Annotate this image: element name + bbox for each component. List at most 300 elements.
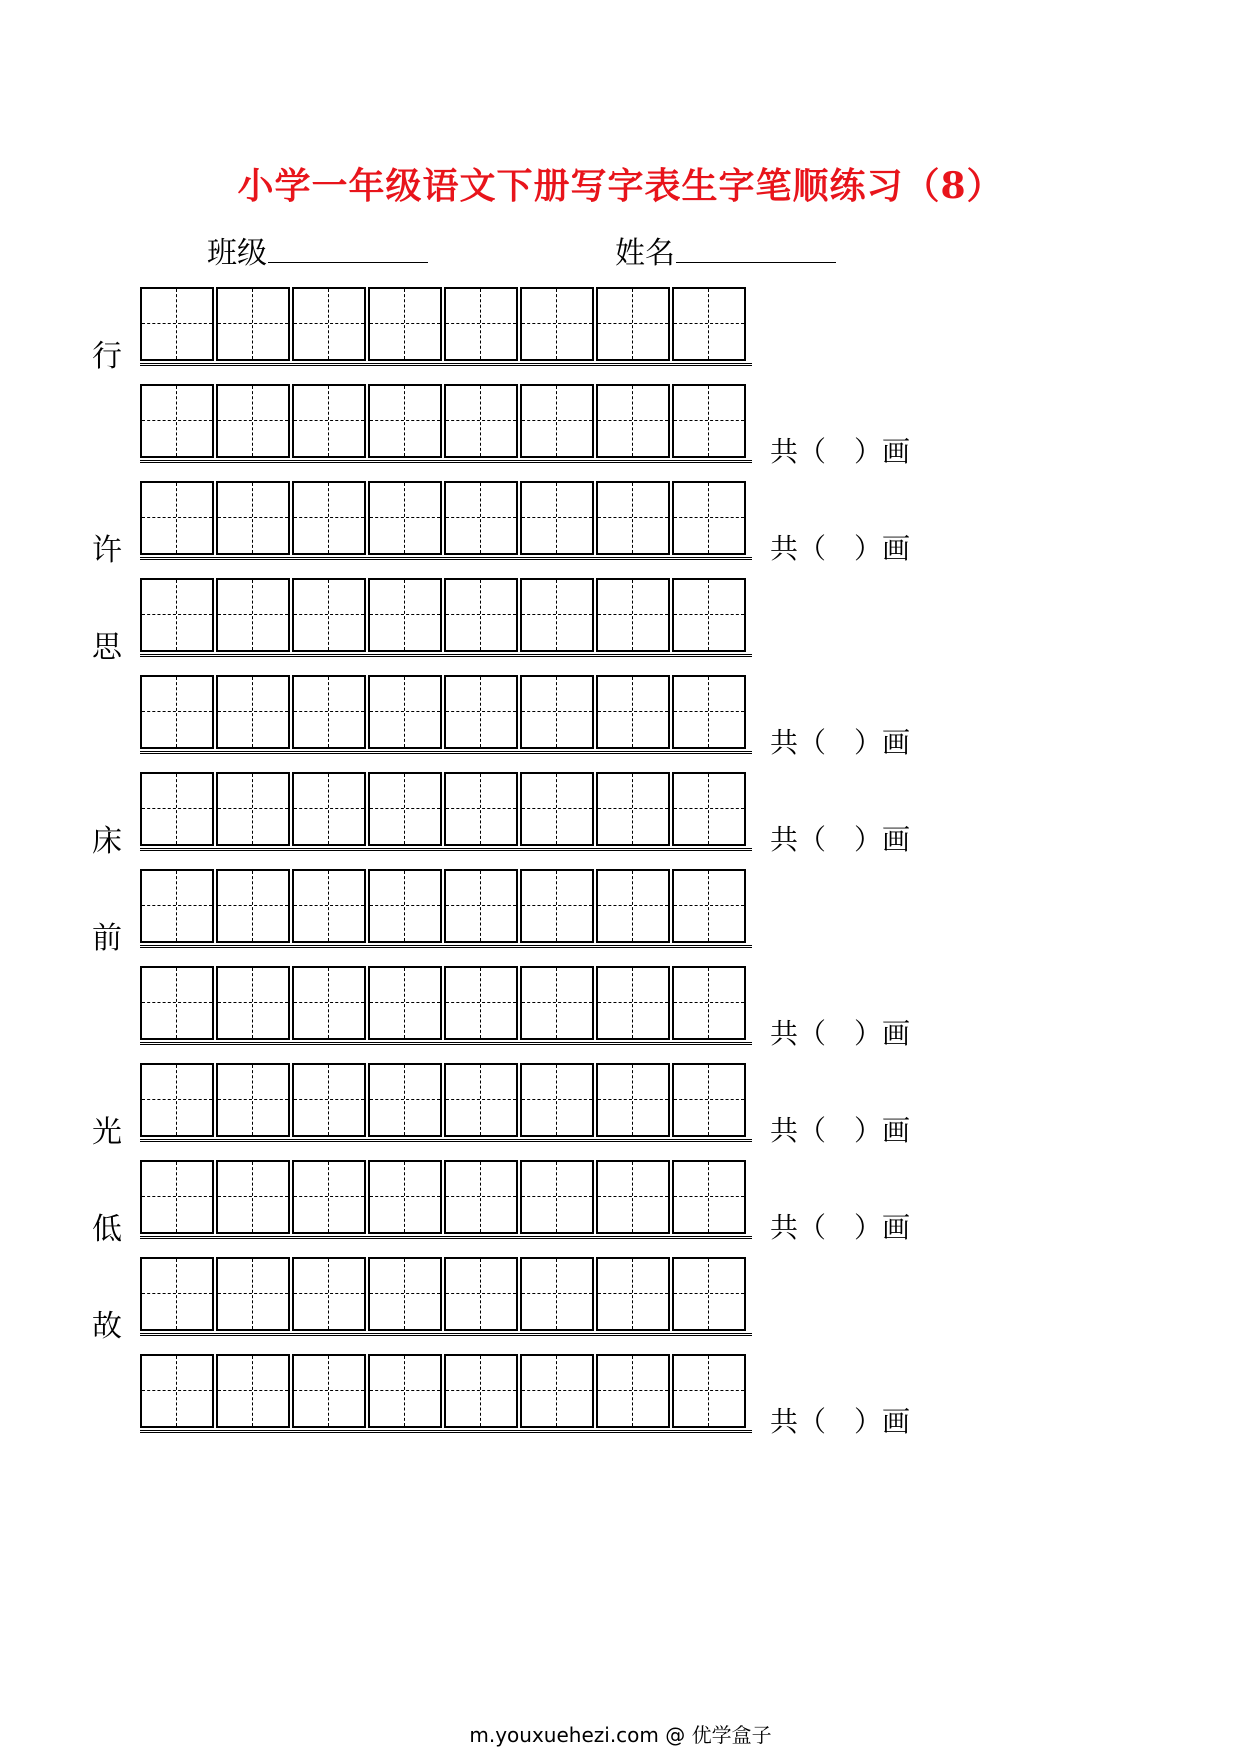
practice-row (140, 1257, 752, 1336)
cell-guide-horizontal (674, 1293, 744, 1294)
cell-guide-horizontal (370, 1390, 440, 1391)
writing-cell[interactable] (368, 578, 442, 652)
cell-guide-vertical (252, 968, 253, 1038)
writing-cell[interactable] (444, 1063, 518, 1137)
cell-guide-vertical (480, 774, 481, 844)
writing-cell[interactable] (368, 1354, 442, 1428)
cell-guide-vertical (176, 580, 177, 650)
practice-row (140, 869, 752, 948)
cell-guide-vertical (328, 871, 329, 941)
cell-guide-vertical (404, 1162, 405, 1232)
writing-cell[interactable] (444, 675, 518, 749)
cell-guide-vertical (480, 1162, 481, 1232)
cell-guide-vertical (176, 677, 177, 747)
writing-cell[interactable] (368, 1257, 442, 1331)
footer-text: m.youxuehezi.com @ 优学盒子 (469, 1723, 772, 1747)
writing-cell[interactable] (140, 966, 214, 1040)
cell-guide-horizontal (446, 1002, 516, 1003)
cell-guide-vertical (404, 483, 405, 553)
cell-guide-horizontal (674, 1390, 744, 1391)
cell-guide-horizontal (598, 1293, 668, 1294)
cell-guide-vertical (404, 1065, 405, 1135)
writing-cell[interactable] (292, 1160, 366, 1234)
cell-guide-horizontal (218, 420, 288, 421)
writing-cell[interactable] (596, 1354, 670, 1428)
cell-guide-vertical (556, 1065, 557, 1135)
practice-row (140, 481, 752, 560)
writing-cell[interactable] (444, 1160, 518, 1234)
cell-guide-vertical (556, 386, 557, 456)
writing-cell[interactable] (140, 772, 214, 846)
writing-cell[interactable] (216, 966, 290, 1040)
practice-row (140, 578, 752, 657)
cell-guide-vertical (708, 871, 709, 941)
cell-guide-vertical (176, 871, 177, 941)
cell-guide-horizontal (446, 323, 516, 324)
writing-cell[interactable] (216, 1354, 290, 1428)
cell-guide-horizontal (370, 1002, 440, 1003)
writing-cell[interactable] (216, 772, 290, 846)
cell-guide-horizontal (370, 808, 440, 809)
cell-guide-vertical (708, 1065, 709, 1135)
cell-guide-vertical (632, 386, 633, 456)
cell-guide-horizontal (218, 1196, 288, 1197)
cell-guide-horizontal (294, 517, 364, 518)
writing-cell[interactable] (292, 1063, 366, 1137)
writing-cell[interactable] (140, 384, 214, 458)
stroke-count-label: 共（ ）画 (770, 532, 911, 565)
writing-cell[interactable] (368, 675, 442, 749)
writing-cell[interactable] (596, 287, 670, 361)
cell-guide-horizontal (446, 905, 516, 906)
writing-cell[interactable] (444, 481, 518, 555)
writing-cell[interactable] (216, 1160, 290, 1234)
cell-guide-horizontal (446, 1390, 516, 1391)
writing-cell[interactable] (292, 869, 366, 943)
cell-guide-vertical (708, 1356, 709, 1426)
cell-guide-vertical (632, 483, 633, 553)
cell-guide-vertical (632, 1259, 633, 1329)
writing-cell[interactable] (292, 287, 366, 361)
cell-guide-horizontal (446, 1099, 516, 1100)
practice-row (140, 772, 752, 851)
writing-cell[interactable] (596, 675, 670, 749)
cell-guide-horizontal (218, 905, 288, 906)
writing-cell[interactable] (216, 578, 290, 652)
writing-cell[interactable] (672, 675, 746, 749)
writing-cell[interactable] (368, 1063, 442, 1137)
cell-guide-vertical (404, 774, 405, 844)
cell-guide-vertical (708, 386, 709, 456)
cell-guide-horizontal (598, 1390, 668, 1391)
cell-guide-horizontal (218, 323, 288, 324)
cell-guide-vertical (632, 1162, 633, 1232)
cell-guide-horizontal (598, 323, 668, 324)
writing-cell[interactable] (520, 384, 594, 458)
writing-cell[interactable] (596, 1063, 670, 1137)
cell-guide-vertical (404, 1259, 405, 1329)
cell-guide-vertical (480, 289, 481, 359)
cell-guide-vertical (252, 871, 253, 941)
cell-guide-horizontal (142, 1099, 212, 1100)
writing-cell[interactable] (140, 1354, 214, 1428)
cell-guide-vertical (404, 968, 405, 1038)
writing-cell[interactable] (520, 1160, 594, 1234)
writing-cell[interactable] (520, 772, 594, 846)
cell-guide-horizontal (598, 614, 668, 615)
cell-guide-vertical (252, 1356, 253, 1426)
cell-guide-vertical (556, 774, 557, 844)
cell-guide-horizontal (142, 323, 212, 324)
cell-guide-vertical (176, 483, 177, 553)
cell-guide-horizontal (598, 517, 668, 518)
cell-guide-vertical (404, 386, 405, 456)
cell-guide-vertical (708, 289, 709, 359)
writing-cell[interactable] (140, 675, 214, 749)
cell-guide-horizontal (598, 1002, 668, 1003)
class-field[interactable] (268, 262, 428, 263)
cell-guide-vertical (632, 968, 633, 1038)
cell-guide-horizontal (522, 1293, 592, 1294)
cell-guide-vertical (328, 580, 329, 650)
writing-cell[interactable] (368, 772, 442, 846)
writing-cell[interactable] (292, 578, 366, 652)
practice-character: 故 (92, 1309, 122, 1344)
cell-guide-horizontal (370, 1293, 440, 1294)
writing-cell[interactable] (672, 578, 746, 652)
practice-row (140, 1160, 752, 1239)
writing-cell[interactable] (140, 481, 214, 555)
cell-guide-horizontal (446, 1293, 516, 1294)
writing-cell[interactable] (444, 1354, 518, 1428)
stroke-count-label: 共（ ）画 (770, 823, 911, 856)
cell-guide-vertical (252, 677, 253, 747)
writing-cell[interactable] (444, 287, 518, 361)
cell-guide-horizontal (674, 1002, 744, 1003)
writing-cell[interactable] (216, 675, 290, 749)
cell-guide-horizontal (674, 420, 744, 421)
practice-character: 光 (92, 1115, 122, 1150)
cell-guide-vertical (708, 774, 709, 844)
writing-cell[interactable] (140, 1257, 214, 1331)
cell-guide-horizontal (142, 905, 212, 906)
writing-cell[interactable] (520, 869, 594, 943)
cell-guide-vertical (632, 774, 633, 844)
writing-cell[interactable] (672, 1063, 746, 1137)
writing-cell[interactable] (216, 384, 290, 458)
writing-cell[interactable] (444, 869, 518, 943)
writing-cell[interactable] (216, 1063, 290, 1137)
cell-guide-horizontal (142, 808, 212, 809)
cell-guide-horizontal (142, 1293, 212, 1294)
stroke-count-label: 共（ ）画 (770, 1017, 911, 1050)
cell-guide-horizontal (446, 711, 516, 712)
writing-cell[interactable] (216, 481, 290, 555)
cell-guide-vertical (556, 1162, 557, 1232)
writing-cell[interactable] (520, 966, 594, 1040)
writing-cell[interactable] (596, 966, 670, 1040)
cell-guide-horizontal (294, 420, 364, 421)
writing-cell[interactable] (216, 287, 290, 361)
writing-cell[interactable] (140, 869, 214, 943)
cell-guide-vertical (404, 289, 405, 359)
cell-guide-vertical (328, 1259, 329, 1329)
name-label: 姓名 (615, 236, 675, 271)
writing-cell[interactable] (520, 578, 594, 652)
cell-guide-horizontal (446, 808, 516, 809)
cell-guide-horizontal (674, 517, 744, 518)
writing-cell[interactable] (520, 1354, 594, 1428)
cell-guide-vertical (252, 774, 253, 844)
cell-guide-vertical (480, 483, 481, 553)
writing-cell[interactable] (672, 1257, 746, 1331)
cell-guide-vertical (632, 1065, 633, 1135)
practice-row (140, 287, 752, 366)
writing-cell[interactable] (444, 772, 518, 846)
cell-guide-horizontal (370, 323, 440, 324)
cell-guide-vertical (480, 1356, 481, 1426)
practice-character: 前 (92, 921, 122, 956)
writing-cell[interactable] (672, 772, 746, 846)
cell-guide-horizontal (522, 614, 592, 615)
writing-cell[interactable] (292, 1354, 366, 1428)
cell-guide-horizontal (522, 808, 592, 809)
writing-cell[interactable] (444, 1257, 518, 1331)
stroke-count-label: 共（ ）画 (770, 435, 911, 468)
cell-guide-horizontal (598, 1196, 668, 1197)
stroke-count-label: 共（ ）画 (770, 1211, 911, 1244)
cell-guide-horizontal (142, 1196, 212, 1197)
cell-guide-vertical (328, 1162, 329, 1232)
cell-guide-vertical (176, 1259, 177, 1329)
writing-cell[interactable] (520, 287, 594, 361)
cell-guide-horizontal (218, 1293, 288, 1294)
writing-cell[interactable] (292, 1257, 366, 1331)
cell-guide-horizontal (370, 614, 440, 615)
cell-guide-vertical (328, 289, 329, 359)
writing-cell[interactable] (520, 481, 594, 555)
cell-guide-vertical (252, 483, 253, 553)
cell-guide-vertical (328, 483, 329, 553)
stroke-count-label: 共（ ）画 (770, 1405, 911, 1438)
writing-cell[interactable] (368, 1160, 442, 1234)
cell-guide-vertical (708, 483, 709, 553)
cell-guide-vertical (176, 774, 177, 844)
writing-cell[interactable] (596, 772, 670, 846)
writing-cell[interactable] (368, 481, 442, 555)
cell-guide-horizontal (294, 1196, 364, 1197)
practice-row (140, 675, 752, 754)
name-field[interactable] (676, 262, 836, 263)
cell-guide-vertical (176, 1162, 177, 1232)
class-label: 班级 (207, 236, 267, 271)
cell-guide-vertical (556, 677, 557, 747)
stroke-count-label: 共（ ）画 (770, 726, 911, 759)
writing-cell[interactable] (596, 384, 670, 458)
cell-guide-vertical (252, 386, 253, 456)
cell-guide-horizontal (142, 1002, 212, 1003)
cell-guide-horizontal (598, 808, 668, 809)
cell-guide-horizontal (446, 420, 516, 421)
cell-guide-horizontal (370, 905, 440, 906)
cell-guide-horizontal (598, 420, 668, 421)
cell-guide-vertical (556, 289, 557, 359)
cell-guide-vertical (252, 1162, 253, 1232)
cell-guide-horizontal (446, 517, 516, 518)
writing-cell[interactable] (444, 384, 518, 458)
cell-guide-horizontal (142, 1390, 212, 1391)
writing-cell[interactable] (444, 578, 518, 652)
cell-guide-horizontal (522, 323, 592, 324)
writing-cell[interactable] (292, 675, 366, 749)
cell-guide-vertical (480, 386, 481, 456)
writing-cell[interactable] (368, 384, 442, 458)
practice-character: 行 (92, 339, 122, 374)
cell-guide-horizontal (522, 1196, 592, 1197)
practice-row (140, 384, 752, 463)
writing-cell[interactable] (292, 384, 366, 458)
practice-row (140, 966, 752, 1045)
cell-guide-horizontal (522, 1390, 592, 1391)
practice-character: 床 (92, 824, 122, 859)
writing-cell[interactable] (520, 675, 594, 749)
cell-guide-vertical (480, 1259, 481, 1329)
writing-cell[interactable] (596, 1160, 670, 1234)
writing-cell[interactable] (672, 966, 746, 1040)
writing-cell[interactable] (140, 578, 214, 652)
cell-guide-vertical (176, 968, 177, 1038)
practice-character: 许 (92, 533, 122, 568)
cell-guide-horizontal (522, 1099, 592, 1100)
practice-row (140, 1354, 752, 1433)
cell-guide-vertical (632, 677, 633, 747)
cell-guide-vertical (556, 1356, 557, 1426)
cell-guide-horizontal (294, 1293, 364, 1294)
cell-guide-vertical (556, 483, 557, 553)
cell-guide-horizontal (446, 614, 516, 615)
cell-guide-horizontal (294, 905, 364, 906)
cell-guide-vertical (480, 580, 481, 650)
cell-guide-horizontal (294, 711, 364, 712)
writing-cell[interactable] (672, 481, 746, 555)
cell-guide-vertical (632, 580, 633, 650)
writing-cell[interactable] (672, 384, 746, 458)
cell-guide-horizontal (294, 1002, 364, 1003)
cell-guide-vertical (404, 871, 405, 941)
cell-guide-vertical (480, 968, 481, 1038)
cell-guide-vertical (708, 580, 709, 650)
cell-guide-vertical (404, 580, 405, 650)
writing-cell[interactable] (216, 869, 290, 943)
writing-cell[interactable] (216, 1257, 290, 1331)
writing-cell[interactable] (596, 481, 670, 555)
writing-cell[interactable] (292, 481, 366, 555)
cell-guide-vertical (708, 968, 709, 1038)
writing-cell[interactable] (368, 287, 442, 361)
writing-cell[interactable] (672, 869, 746, 943)
cell-guide-horizontal (522, 711, 592, 712)
writing-cell[interactable] (596, 869, 670, 943)
cell-guide-horizontal (674, 614, 744, 615)
writing-cell[interactable] (596, 578, 670, 652)
writing-cell[interactable] (596, 1257, 670, 1331)
cell-guide-horizontal (674, 711, 744, 712)
cell-guide-horizontal (522, 1002, 592, 1003)
cell-guide-horizontal (674, 1099, 744, 1100)
writing-cell[interactable] (140, 287, 214, 361)
practice-row (140, 1063, 752, 1142)
cell-guide-horizontal (598, 1099, 668, 1100)
cell-guide-horizontal (218, 1099, 288, 1100)
cell-guide-horizontal (218, 1390, 288, 1391)
cell-guide-vertical (404, 677, 405, 747)
writing-cell[interactable] (520, 1063, 594, 1137)
cell-guide-horizontal (446, 1196, 516, 1197)
cell-guide-horizontal (218, 711, 288, 712)
cell-guide-horizontal (218, 614, 288, 615)
cell-guide-vertical (252, 1259, 253, 1329)
cell-guide-vertical (708, 1162, 709, 1232)
writing-cell[interactable] (672, 1160, 746, 1234)
cell-guide-horizontal (370, 1196, 440, 1197)
cell-guide-vertical (556, 871, 557, 941)
cell-guide-horizontal (294, 808, 364, 809)
page-title: 小学一年级语文下册写字表生字笔顺练习（8） (237, 165, 1004, 207)
cell-guide-vertical (328, 386, 329, 456)
writing-cell[interactable] (672, 1354, 746, 1428)
writing-cell[interactable] (368, 869, 442, 943)
cell-guide-vertical (252, 580, 253, 650)
cell-guide-horizontal (674, 323, 744, 324)
stroke-count-label: 共（ ）画 (770, 1114, 911, 1147)
cell-guide-horizontal (370, 517, 440, 518)
cell-guide-horizontal (522, 517, 592, 518)
cell-guide-horizontal (674, 905, 744, 906)
cell-guide-vertical (556, 580, 557, 650)
cell-guide-vertical (708, 677, 709, 747)
cell-guide-horizontal (370, 711, 440, 712)
writing-cell[interactable] (292, 772, 366, 846)
cell-guide-vertical (328, 677, 329, 747)
writing-cell[interactable] (444, 966, 518, 1040)
cell-guide-vertical (328, 1065, 329, 1135)
writing-cell[interactable] (292, 966, 366, 1040)
cell-guide-vertical (480, 1065, 481, 1135)
practice-character: 低 (92, 1212, 122, 1247)
cell-guide-horizontal (218, 517, 288, 518)
cell-guide-horizontal (598, 905, 668, 906)
writing-cell[interactable] (520, 1257, 594, 1331)
cell-guide-vertical (632, 871, 633, 941)
writing-cell[interactable] (140, 1160, 214, 1234)
cell-guide-vertical (252, 289, 253, 359)
cell-guide-horizontal (218, 808, 288, 809)
cell-guide-horizontal (294, 614, 364, 615)
cell-guide-vertical (556, 1259, 557, 1329)
writing-cell[interactable] (672, 287, 746, 361)
writing-cell[interactable] (140, 1063, 214, 1137)
practice-character: 思 (92, 630, 122, 665)
cell-guide-horizontal (142, 711, 212, 712)
writing-cell[interactable] (368, 966, 442, 1040)
cell-guide-vertical (176, 289, 177, 359)
cell-guide-horizontal (294, 1390, 364, 1391)
cell-guide-horizontal (674, 1196, 744, 1197)
cell-guide-vertical (328, 1356, 329, 1426)
cell-guide-vertical (480, 871, 481, 941)
cell-guide-vertical (328, 968, 329, 1038)
cell-guide-horizontal (294, 323, 364, 324)
